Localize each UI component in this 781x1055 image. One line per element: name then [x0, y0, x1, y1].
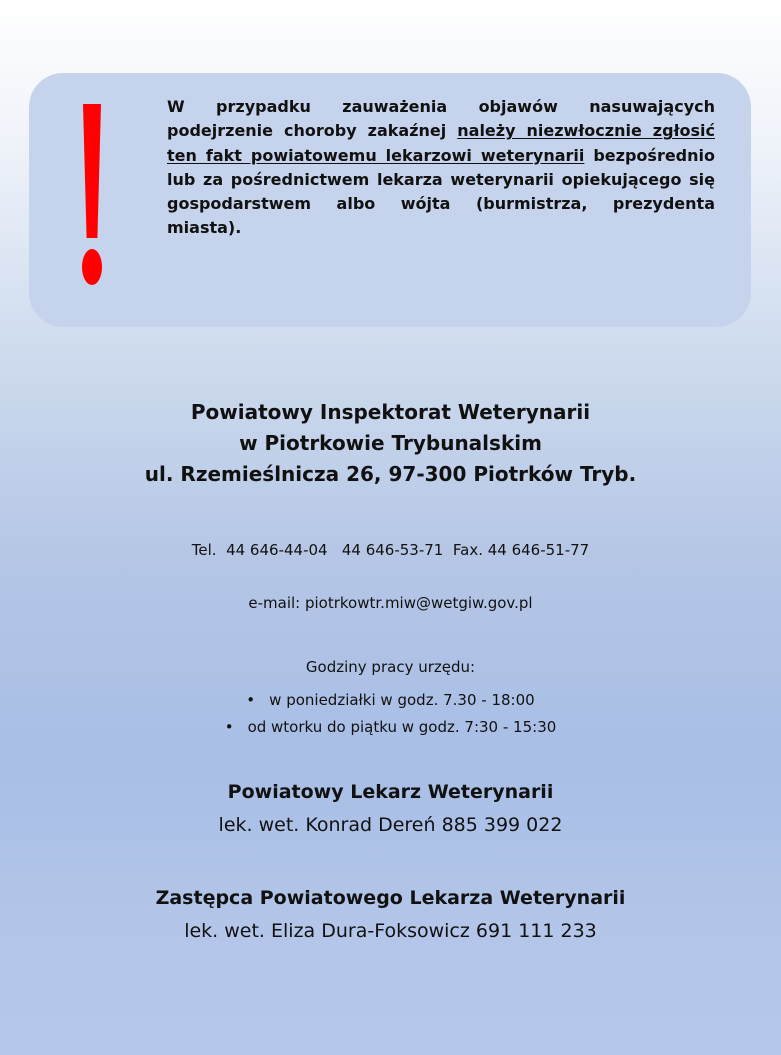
deputy-name: lek. wet. Eliza Dura-Foksowicz 691 111 233: [184, 920, 597, 942]
list-item: [0, 714, 781, 741]
office-city: w Piotrkowie Trybunalskim: [239, 431, 542, 455]
email-address: e-mail: piotrkowtr.miw@wetgiw.gov.pl: [248, 594, 533, 612]
warning-text: [167, 95, 715, 241]
office-address-block: [0, 397, 781, 490]
office-street: ul. Rzemieślnicza 26, 97-300 Piotrków Tryb.: [144, 462, 637, 486]
warning-text-part1: W przypadku zauważenia objawów nasuwających podejrzenie choroby zakaźnej: [167, 97, 715, 141]
warning-text-part2: bezpośrednio lub za pośrednictwem lekarza weterynarii opiekującego się gospodarstwem albo wójta (burmistrza, prezydenta miasta).: [167, 145, 716, 238]
exclamation-dot-icon: [82, 249, 102, 285]
doctor-name: lek. wet. Konrad Dereń 885 399 022: [218, 814, 563, 836]
hours-item-text: od wtorku do piątku w godz. 7:30 - 15:30: [247, 718, 557, 736]
office-hours-title: Godziny pracy urzędu:: [305, 658, 476, 676]
office-hours-list: [0, 687, 781, 741]
warning-text-underlined: należy niezwłocznie zgłosić ten fakt powiatowemu lekarzowi weterynarii: [167, 121, 715, 165]
hours-item-text: w poniedziałki w godz. 7.30 - 18:00: [269, 691, 535, 709]
bullet-icon: •: [246, 691, 256, 709]
doctor-title: Powiatowy Lekarz Weterynarii: [227, 781, 554, 803]
office-name: Powiatowy Inspektorat Weterynarii: [190, 400, 591, 424]
phone-numbers: Tel. 44 646-44-04 44 646-53-71 Fax. 44 646-51-77: [191, 541, 590, 559]
deputy-title: Zastępca Powiatowego Lekarza Weterynarii: [155, 887, 626, 909]
bullet-icon: •: [224, 718, 234, 736]
list-item: [0, 687, 781, 714]
